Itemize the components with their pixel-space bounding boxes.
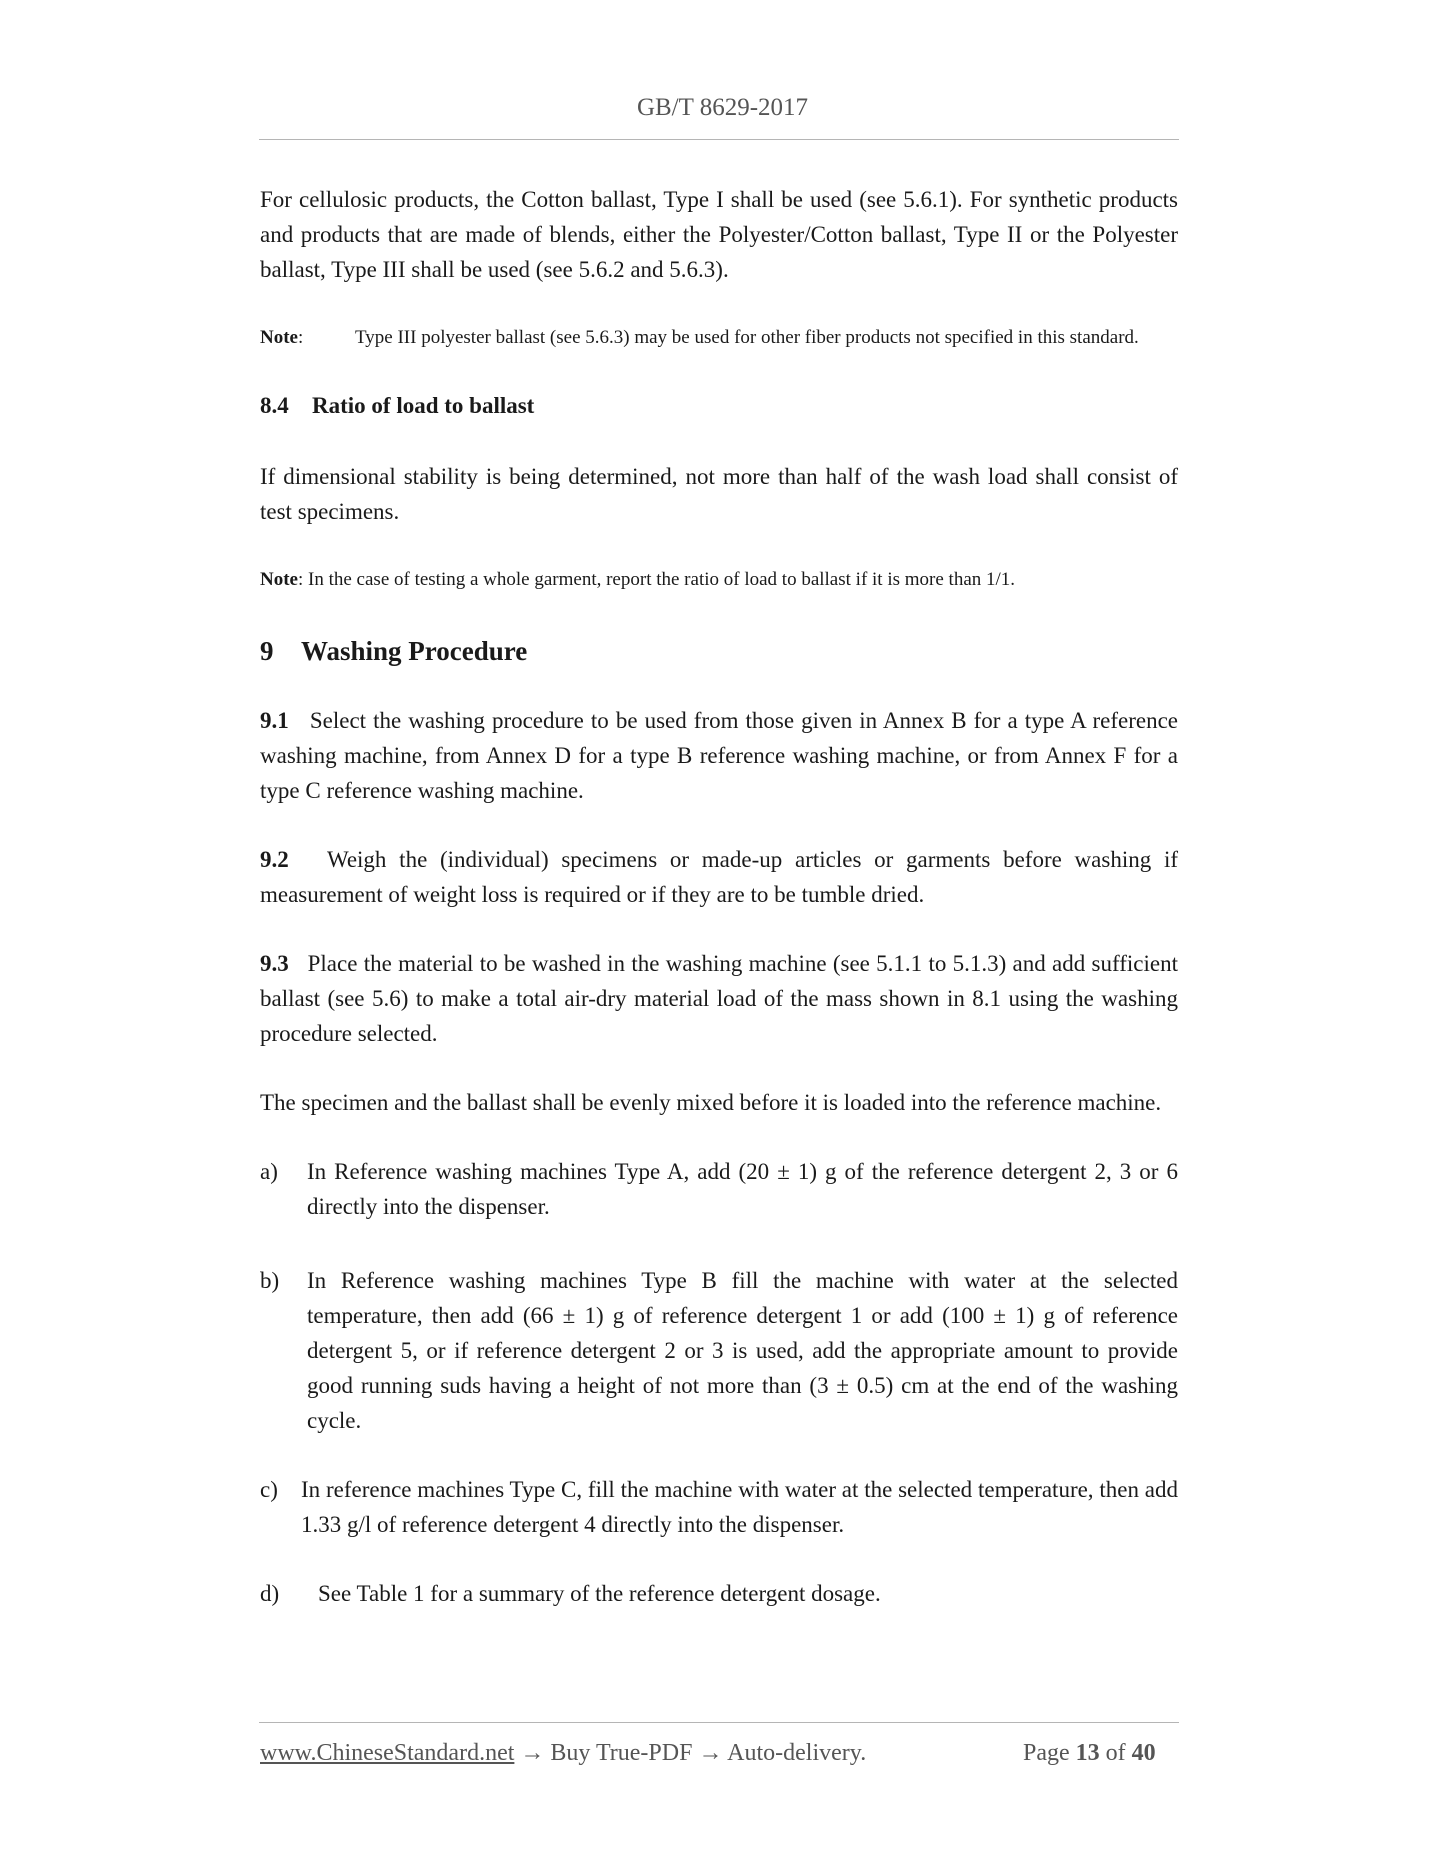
list-item-text: See Table 1 for a summary of the reference detergent dosage. xyxy=(318,1581,881,1606)
note-label: Note xyxy=(260,327,298,348)
note-whole-garment xyxy=(260,567,1190,593)
section-8-4-paragraph: If dimensional stability is being determined, not more than half of the wash load shall consist of test specimens. xyxy=(260,464,1178,524)
buy-true-pdf-text: Buy True-PDF xyxy=(550,1740,693,1766)
document-code-header: GB/T 8629-2017 xyxy=(636,94,809,121)
list-item xyxy=(260,1263,1178,1438)
page-of-label: of xyxy=(1105,1740,1126,1766)
page-label: Page xyxy=(1023,1740,1070,1766)
note-text: Type III polyester ballast (see 5.6.3) may be used for other fiber products not specified in this standard. xyxy=(355,327,1139,348)
note-text: : In the case of testing a whole garment, report the ratio of load to ballast if it is more than 1/1. xyxy=(297,569,1016,590)
section-number: 8.4 xyxy=(260,393,289,418)
section-title: Washing Procedure xyxy=(301,636,528,666)
auto-delivery-text: Auto-delivery. xyxy=(727,1740,867,1766)
clause-9-2 xyxy=(260,842,1178,912)
intro-paragraph: For cellulosic products, the Cotton ballast, Type I shall be used (see 5.6.1). For synthetic products and products that are made of blends, either the Polyester/Cotton ballast, Type II or the Polyester ballast, Type III shall be used (see 5.6.2 and 5.6.3). xyxy=(260,187,1178,282)
page-indicator xyxy=(1023,1740,1156,1767)
page-total: 40 xyxy=(1131,1740,1156,1766)
header-divider xyxy=(259,139,1179,140)
section-title: Ratio of load to ballast xyxy=(312,393,535,418)
list-item xyxy=(260,1472,1178,1542)
clause-number: 9.1 xyxy=(260,708,289,733)
clause-number: 9.2 xyxy=(260,847,289,872)
note-type-iii-ballast xyxy=(260,325,1190,351)
note-label: Note xyxy=(260,569,298,590)
list-marker: a) xyxy=(260,1159,278,1184)
clause-9-1 xyxy=(260,703,1178,808)
list-item xyxy=(260,1154,1178,1224)
list-item-text: In Reference washing machines Type B fill the machine with water at the selected temperature, then add (66 ± 1) g of reference detergent 1 or add (100 ± 1) g of reference detergent 5, or if reference detergent 2 or 3 is used, add the appropriate amount to provide good running suds having a height of not more than (3 ± 0.5) cm at the end of the washing cycle. xyxy=(307,1268,1178,1433)
list-item-text: In Reference washing machines Type A, add (20 ± 1) g of the reference detergent 2, 3 or 6 directly into the dispenser. xyxy=(307,1159,1178,1219)
mix-paragraph: The specimen and the ballast shall be evenly mixed before it is loaded into the reference machine. xyxy=(260,1090,1162,1115)
clause-text: Place the material to be washed in the washing machine (see 5.1.1 to 5.1.3) and add sufficient ballast (see 5.6) to make a total air-dry material load of the mass shown in 8.1 using the washing procedure selected. xyxy=(260,951,1178,1046)
clause-text: Select the washing procedure to be used from those given in Annex B for a type A reference washing machine, from Annex D for a type B reference washing machine, or from Annex F for a type C reference washing machine. xyxy=(260,708,1179,803)
section-number: 9 xyxy=(260,636,274,666)
list-item xyxy=(260,1576,1178,1611)
list-marker: c) xyxy=(260,1477,278,1502)
note-colon: : xyxy=(297,327,304,348)
list-item-text: In reference machines Type C, fill the machine with water at the selected temperature, then add 1.33 g/l of reference detergent 4 directly into the dispenser. xyxy=(301,1477,1178,1537)
clause-number: 9.3 xyxy=(260,951,289,976)
footer-promo xyxy=(260,1740,866,1767)
list-marker: b) xyxy=(260,1268,280,1293)
website-link[interactable]: www.ChineseStandard.net xyxy=(260,1740,515,1766)
clause-9-3 xyxy=(260,946,1178,1051)
list-marker: d) xyxy=(260,1581,280,1606)
section-8-4-heading xyxy=(260,393,534,419)
arrow-right-icon: → xyxy=(698,1740,723,1766)
page-current: 13 xyxy=(1075,1740,1100,1766)
arrow-right-icon: → xyxy=(520,1740,545,1766)
clause-text: Weigh the (individual) specimens or made-up articles or garments before washing if measurement of weight loss is required or if they are to be tumble dried. xyxy=(260,847,1178,907)
footer-divider xyxy=(259,1722,1179,1723)
section-9-heading xyxy=(260,636,527,667)
